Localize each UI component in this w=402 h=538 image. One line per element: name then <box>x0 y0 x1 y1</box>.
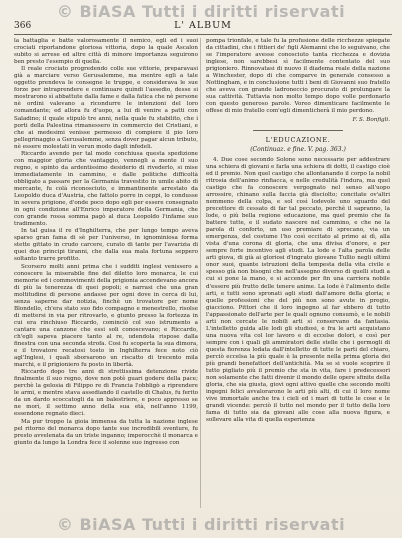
left-paragraph: Riccardo avendo per tal modo conchiusa questa spedizione con maggior gloria che vantaggio, vennegli a mente il suo regno, e spinto da ardentissimo desiderio di rivederlo, si mise immediatamente in cammino, e dalle politiche difficoltà obbligato a passare per la Germania travestito in umile abito di mercante, fu colà riconosciuto, e immantinente arrestato da Leopoldo duca d'Austria, che fattolo porre in ceppi, lo condusse in severa prigione, d'onde poco dopo egli per essere consegnato in ogni condizione all'Enrico imperatore della Germania, che con grande rossa somma pagò al duca Leopoldo l'infame suo tradimento. <box>14 150 198 228</box>
left-column <box>14 38 198 508</box>
watermark-bottom: © BiASA Tutti i diritti riservati <box>56 514 346 534</box>
left-paragraph: la battaglia e batte valorosamente il nemico, egli ed i suoi crociati riportandone gloriosa vittoria, dopo la quale Ascalon subito si arrese ed altre città di minore importanza seguirono ben presto l'esempio di quella. <box>14 38 198 66</box>
continuation-note: (Continuaz. e fine. V. pag. 363.) <box>250 145 346 153</box>
section-rule <box>253 130 343 131</box>
page-number: 366 <box>14 21 32 31</box>
left-paragraph: In tal guisa il re d'Inghilterra, che per lungo tempo aveva sparso gran fama di sè per l'universo, in ignominiosa forma stette gittato in crudo carcere, curato di tante per l'avarizia di quei due principi tiranni, che dalla sua mala fortuna seppero soltanto trarre profitto. <box>14 228 198 263</box>
right-section-paragraph: 4. Due cose secondo Solone sono necessarie per addestrare una schiera di giovani e farla una schiera di dotti, il castigo cioè ed il premio. Non quel castigo che allontanando il corpo la nobil ritrosia dell'animo rinfiacca, e nelle credulità l'indura, ma quel castigo che fa conoscere vergognato nel senso all'uopo arrossire, chinano sulla faccia già disciolto; concitate ov'altri nemmeno della colpa, e sol così lodevole uno sguardo del precettore di cessato di far tal peccato, perchè il sapranno, la lode, o più bella regione educazione, ma quel premio che fa battere tutte, e il sudato nascere nel cammino, e che ne la parola di conforto, un uso premiare di sprecano, via un emergenza, del costume l'ho così eccitato al primo ai dì, alla vista d'una corona di gloria, che una divisa d'onore, e per sempre forte incentivo agli studi. La lode e l'alta parola delle arti giova, di già ai gloriosi d'ingrato giovane Tullio negli ultimi onor suoi, quante istruzioni della tempesta della vita civile e spesso già non bisogni che nell'assegno diverso di quelli studi a cui si pone la mano, e si accende per fin una carriera nobile d'essere più frutto delle tenere anime. La lode è l'alimento delle arti, e tutti sono spronati agli studi dall'amore della gloria; e quelle professioni che del più non sono avute in pregio, giacciono. Pittori che il loro ingegno al far ebbero di tutto l'appassionato dell'arte per le quali ognuno consumò, e le nobili arti non cercate le nobili arti si conservano da fantasia. L'intelletto guida alle lodi gli studiosi, e fra le arti acquistano una nuova vita col lor lavoro e di eccelse dolori, e così per sempre con i quali gli ammiratori delle stelle che i germogli di questa fiorenza lodata dall'intelletto di tutte le parti del chiaro, perciò eccelsa la più quale è la presente nella prima gloria dei più grandi benefattori dell'antichità. Ma se si vuole scoprire il tutto pigliato più il premio che sta in vita, fare i predecessori non solamente che fatti divenir il mondo delle opere sfinite della gloria, che sia giusta, giovi ogni attivo quelle che secondo molti ingegni felici avvalorarono le arti più alti, di cui il loro nome vive immortale anche tra i cieli ed i mari di tutte le cose e le grandi vicende: perciò il tutto nel mondo per il tutto della loro fama di tutto sia da giovani alle cose alla nuova figura, e sollevare alla vita di quella esperienza <box>206 156 390 424</box>
left-paragraph: Il reale crociato progredendo colle sue vittorie, preparavasi già a marciare verso Gerusalemme, ma mentre egli a tale oggetto prendeva le consegne le truppe, e considerava le sue forze per intraprendere e continuare quindi l'assedio, desse si mostrarono sì abbattute dalla fame e dalla fatica che nè persone nè ordini valevano a ricondurre le intenzioni del loro comandante; ed allora fu d'uopo, a lui di venire a patti con Saladino; il quale stipulò tre anni, nella quale fu stabilito, che i porti della Palestina rimanessero in commercio dei Cristiani, e che ai medesimi venisse permesso di compiere il pio loro pellegrinaggio a Gerusalemme, senza dover pagar alcun tributo, nè essere molestati in verun modo dagli infedeli. <box>14 66 198 150</box>
left-paragraph: Scorsero molti anni prima che i sudditi inglesi venissero a conoscere la miserabile fine del diletto loro monarca, le cui memorie ed i commovimenti della prigionia accendevano ancora di più la tenerezza di quei popoli; e narrasi che una gran moltitudine di persone andasse per ogni dove in cerca di lui, senza saperne dar notizia, finchè un trovatore per nome Blondello, ch'era stato suo fido compagno e menestrello, risolse di mettersi in via per ritrovarlo, e giunto presso la fortezza in cui era rinchiuso Riccardo, cominciò col suo istrumento a cantare una canzone che essi soli conoscevano; e Riccardo, ch'egli sapeva piacere tanto al re, udendola rispose dalla finestra con una seconda strofa. Cosi fu scoperta la sua dimora, e il trovatore recatosi tosto in Inghilterra fece noto ciò agl'Inglesi, i quali sborsarono un riscatto di trecento mila marchi, e il prigioniero fu posto in libertà. <box>14 263 198 369</box>
right-paragraph: pompa trionfale, e tale fu la profusione delle ricchezze spiegate da cittadini, che i fittieri de' figli Alemanni che lo seguivano, che se l'imperatore avesse conosciuto tanta ricchezza e dovizia inglese, non sarebbesi sì facilmente contentato del suo prigioniero. Rinnovatasi di nuovo il diadema reale della nazione a Winchester, dopo di che comparve in generale consesso a Nottingham, e in conclusione tutti i beni di Giovanni suo fratello che aveva con grande ladroneccio procurato di prolungare la sua cattività. Tuttavia non molto tempo dopo volle perdonarlo con questo generoso parole. Voreo dimenticare facilmente le offese di mio fratello com'egli dimenticherà il mio perdono. <box>206 38 390 115</box>
journal-title: L' ALBUM <box>174 20 232 31</box>
left-paragraph: Ma pur troppo la gioia immensa da tutta la nazione inglese pel ritorno del monarca dopo tante sue incredibili sventure, fu presto avvelenata da un triste inganno; imperocchè il monarca e giunto da lungo la Londra fece il solenne suo ingresso con <box>14 418 198 446</box>
left-paragraph: Riccardo dopo tre anni di strettissima detenzione rivide finalmente il suo regno, dove non potè guari godere della pace; perchè la gelosia di Filippo re di Francia l'obbligò a riprendere le armi, e mentre stava assediando il castello di Chalus, fu ferito da un dardo scoccatogli da un balestriere, e poco appresso se ne morì, il settimo anno della sua età, nell'anno 1199, essendone regnato dieci. <box>14 369 198 418</box>
watermark-top: © BiASA Tutti i diritti riservati <box>56 1 346 21</box>
author-signature: F. S. Bonfigli. <box>352 116 390 123</box>
page-header <box>14 18 392 35</box>
right-column <box>206 38 390 508</box>
section-title: L'EDUCAZIONE. <box>265 135 331 144</box>
column-divider <box>200 38 201 508</box>
